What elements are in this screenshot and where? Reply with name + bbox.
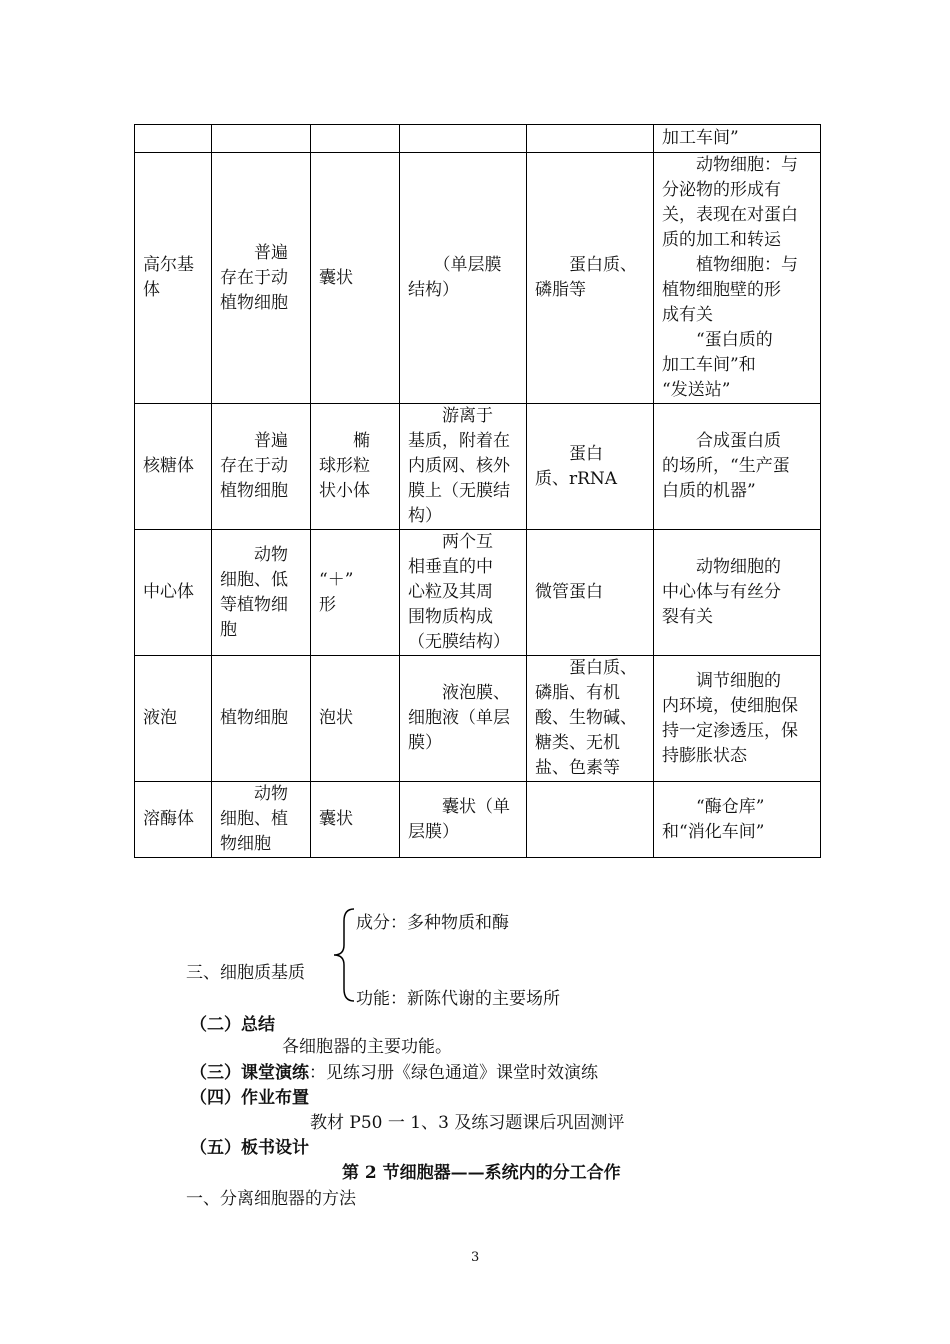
board-heading: （五）板书设计 (190, 1138, 309, 1158)
function-cell: 动物细胞：与 分泌物的形成有 关，表现在对蛋白 质的加工和转运 植物细胞：与 植物细胞壁的形 成有关 “蛋白质的 加工车间”和 “发送站” (654, 153, 821, 404)
organelle-name: 核糖体 (135, 404, 212, 530)
page-number: 3 (471, 1250, 480, 1265)
board-item: 一、分离细胞器的方法 (186, 1189, 356, 1209)
distribution-cell: 动物 细胞、低 等植物细 胞 (212, 530, 311, 656)
structure-cell: 囊状（单 层膜） (400, 782, 527, 858)
table-row (135, 125, 821, 153)
shape-cell (311, 125, 400, 153)
table-row (135, 782, 821, 858)
table-row (135, 530, 821, 656)
composition-cell (527, 125, 654, 153)
summary-text: 各细胞器的主要功能。 (282, 1037, 452, 1057)
shape-cell: 椭 球形粒 状小体 (311, 404, 400, 530)
shape-cell: 泡状 (311, 656, 400, 782)
table-row (135, 153, 821, 404)
function-cell: 动物细胞的 中心体与有丝分 裂有关 (654, 530, 821, 656)
structure-cell: 液泡膜、 细胞液（单层 膜） (400, 656, 527, 782)
shape-cell: 囊状 (311, 782, 400, 858)
structure-cell (400, 125, 527, 153)
homework-heading: （四）作业布置 (190, 1088, 309, 1108)
structure-cell: 游离于 基质，附着在 内质网、核外 膜上（无膜结 构） (400, 404, 527, 530)
practice-line (190, 1058, 598, 1083)
distribution-cell: 普遍 存在于动 植物细胞 (212, 153, 311, 404)
summary-heading: （二）总结 (190, 1015, 275, 1035)
organelle-name: 高尔基 体 (135, 153, 212, 404)
distribution-cell: 动物 细胞、植 物细胞 (212, 782, 311, 858)
structure-cell: （单层膜 结构） (400, 153, 527, 404)
organelle-name (135, 125, 212, 153)
composition-cell: 蛋白质、 磷脂、有机 酸、生物碱、 糖类、无机 盐、色素等 (527, 656, 654, 782)
distribution-cell: 植物细胞 (212, 656, 311, 782)
organelle-name: 液泡 (135, 656, 212, 782)
table-row (135, 656, 821, 782)
function-cell: 合成蛋白质 的场所，“生产蛋 白质的机器” (654, 404, 821, 530)
function-cell: 调节细胞的 内环境，使细胞保 持一定渗透压，保 持膨胀状态 (654, 656, 821, 782)
composition-cell (527, 782, 654, 858)
homework-text: 教材 P50 一 1、3 及练习题课后巩固测评 (310, 1113, 625, 1133)
brace-icon (326, 905, 356, 1005)
matrix-label: 三、细胞质基质 (186, 963, 305, 983)
function-cell: 加工车间” (654, 125, 821, 153)
table-row (135, 404, 821, 530)
board-title: 第 2 节细胞器——系统内的分工合作 (342, 1163, 621, 1183)
practice-text: ：见练习册《绿色通道》课堂时效演练 (309, 1063, 598, 1083)
organelle-name: 中心体 (135, 530, 212, 656)
organelle-table (134, 124, 821, 858)
matrix-component: 成分：多种物质和酶 (356, 913, 509, 933)
matrix-function: 功能：新陈代谢的主要场所 (356, 989, 560, 1009)
organelle-name: 溶酶体 (135, 782, 212, 858)
practice-heading: （三）课堂演练 (190, 1063, 309, 1083)
structure-cell: 两个互 相垂直的中 心粒及其周 围物质构成 （无膜结构） (400, 530, 527, 656)
composition-cell: 微管蛋白 (527, 530, 654, 656)
shape-cell: 囊状 (311, 153, 400, 404)
function-cell: “酶仓库” 和“消化车间” (654, 782, 821, 858)
shape-cell: “＋” 形 (311, 530, 400, 656)
distribution-cell (212, 125, 311, 153)
composition-cell: 蛋白质、 磷脂等 (527, 153, 654, 404)
distribution-cell: 普遍 存在于动 植物细胞 (212, 404, 311, 530)
composition-cell: 蛋白 质、rRNA (527, 404, 654, 530)
